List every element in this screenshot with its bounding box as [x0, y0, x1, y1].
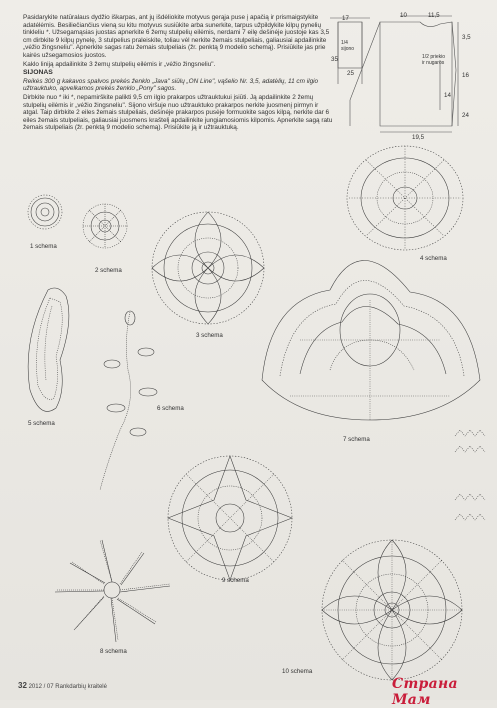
- paragraph-1: Pasidarykite natūralaus dydžio iškarpas, ant jų išdėliokite motyvus gerąja puse į apačią ir prismaigstykite adatėlėmis. Besiliečiančius vieną su kitu motyvus susiūkite arba sunerkite, tarpus užpildykite kilpų pynelių tinkleliu *. Užsegamąsias juostas apnerkite 6 žemų stulpelių eilėmis, nerdami 7 eilę dešinėje juostoje kas 3,5 cm dirbkite 9 kilpų pynelę, 3 stulpelius praleiskite, toliau vėl nerkite žemais stulpeliais, galiausiai apdailinkite „vėžio žingsneliu". Apnerkite sagas ratu žemais stulpeliais (žr. penktą 9 modelio schemą). Prisiūkite jas prie kairės užsegamosios juostos.: [23, 14, 330, 59]
- schema-1-motif: [28, 195, 62, 229]
- schema-2-label: 2 schema: [95, 267, 122, 274]
- dimension-top-right-a: 10: [400, 12, 407, 19]
- schema-4-motif: [347, 146, 463, 250]
- dimension-center-label: 1/2 priekio ir nugaros: [422, 54, 446, 66]
- schema-8-motif: [55, 540, 170, 642]
- schema-3-label: 3 schema: [196, 332, 223, 339]
- dimension-right-b: 16: [462, 72, 469, 79]
- section-heading: SIJONAS: [23, 69, 53, 77]
- schema-9-motif: [168, 456, 292, 580]
- schema-4-label: 4 schema: [420, 255, 447, 262]
- dimension-skirt-label: 1/4 sijono: [341, 40, 355, 52]
- page-footer: [18, 681, 107, 690]
- schema-5-motif: [28, 288, 69, 411]
- schema-2-motif: [83, 204, 127, 248]
- schema-6-label: 6 schema: [157, 405, 184, 412]
- dimension-left-side: 35: [331, 56, 338, 63]
- issue-info: 2012 / 07 Rankdarbių kraitelė: [28, 684, 107, 690]
- schema-7-motif: [262, 260, 480, 420]
- schema-3-motif: [152, 212, 264, 324]
- schema-10-label: 10 schema: [282, 668, 313, 675]
- schema-10-motif: [322, 540, 462, 680]
- decorative-zigzag-rows: [455, 430, 485, 520]
- dimension-right-a: 3,5: [462, 34, 471, 41]
- dimension-right-d: 24: [462, 112, 469, 119]
- site-watermark: Страна Мам: [392, 676, 458, 708]
- dimension-bottom-left: 25: [347, 70, 354, 77]
- schema-6-motif: [100, 311, 157, 490]
- page-number: 32: [18, 681, 27, 690]
- dimension-right-c: 14: [444, 92, 451, 99]
- schema-5-label: 5 schema: [28, 420, 55, 427]
- paragraph-2: Kaklo liniją apdailinkite 3 žemų stulpelių eilėmis ir „vėžio žingsneliu".: [23, 60, 216, 68]
- paragraph-4: Dirbkite nuo * iki *, nepamirškite palikti 9,5 cm ilgio prakarpos užtrauktukui įsiūti. Ją apdailinkite 2 žemų stulpelių eilėmis ir „vėžio žingsneliu". Sijono viršuje nuo užtrauktuko prakarpos nerkite juosmenį pirmyn ir atgal. Taip dirbkite 2 eiles žemais stulpeliais, dešinėje prakarpos pusėje formuokite sagos kilpą, nerkite dar 6 eiles žemais stulpeliais, galiausiai juosmens kraštelį apdailinkite jungiamosiomis kilpomis. Apnerkite sagą ratu žemais stulpeliais (žr. penktą 9 modelio schemą). Prisiūkite ją ir užtrauktuką.: [23, 93, 333, 132]
- paragraph-3: Reikės 300 g kakavos spalvos prekės ženklo „Java" siūlų „ON Line", vąšelio Nr. 3,5, adatėlių, 11 cm ilgio užtrauktuko, apvelkamos prekės ženklo „Pony" sagos.: [23, 77, 319, 93]
- schema-9-label: 9 schema: [222, 577, 249, 584]
- dimension-bottom: 19,5: [412, 134, 425, 141]
- dimension-top-left: 17: [342, 15, 349, 22]
- dimension-top-right-b: 11,5: [428, 12, 440, 19]
- schema-8-label: 8 schema: [100, 648, 127, 655]
- schema-7-label: 7 schema: [343, 436, 370, 443]
- schema-1-label: 1 schema: [30, 243, 57, 250]
